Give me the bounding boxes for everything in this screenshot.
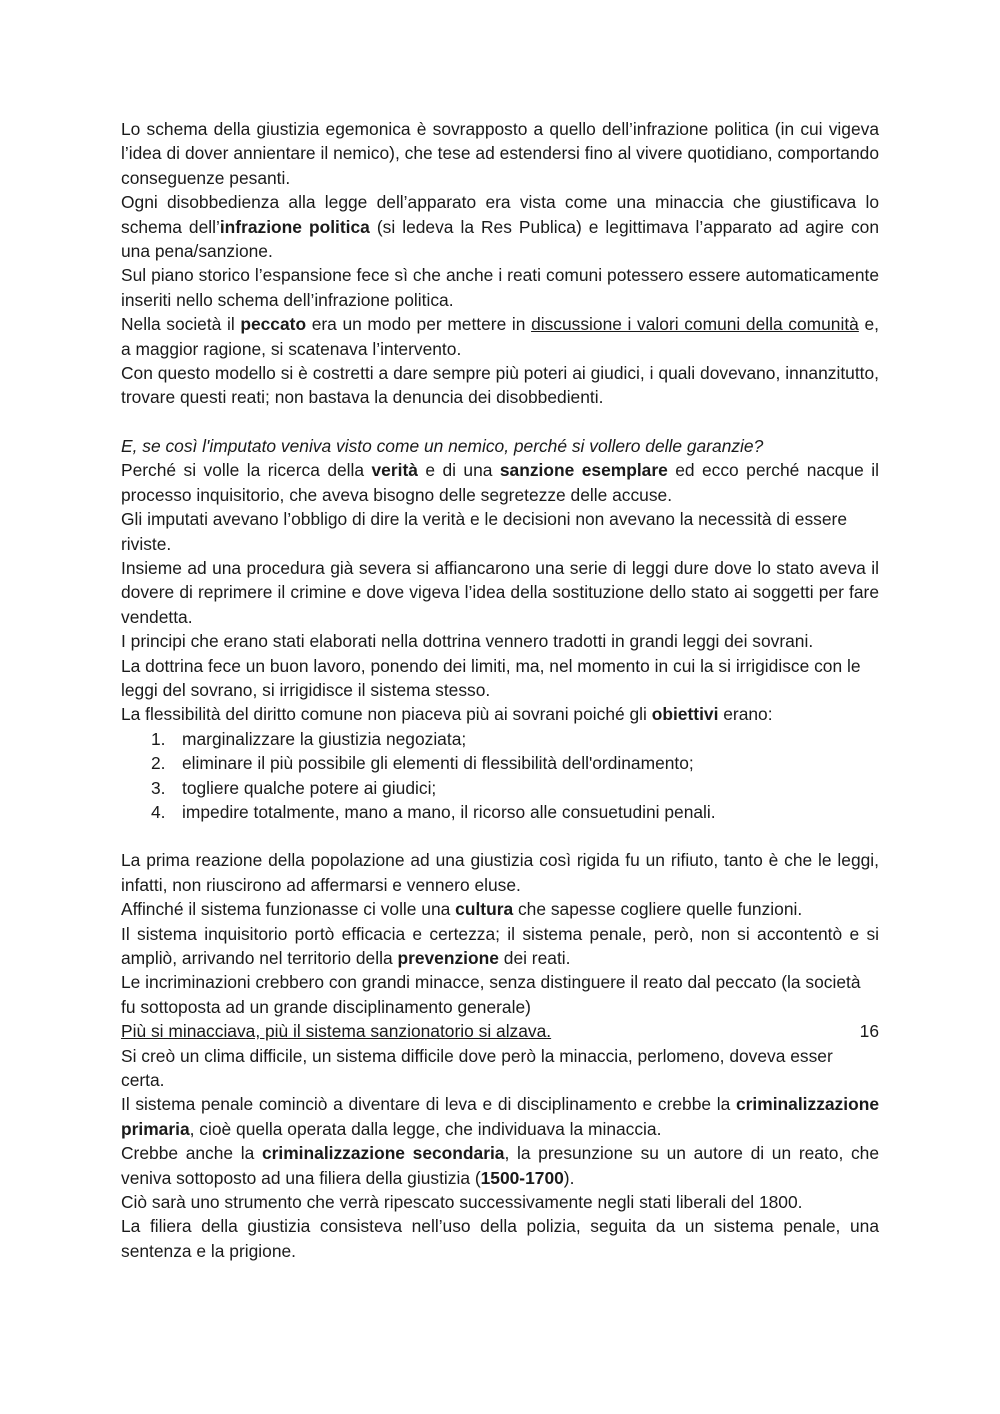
list-item: 1. marginalizzare la giustizia negoziata; (151, 728, 467, 749)
paragraph: Si creò un clima difficile, un sistema difficile dove però la minaccia, perlomeno, doveva esser certa. (121, 1045, 833, 1091)
paragraph: La filiera della giustizia consisteva nell’uso della polizia, seguita da un sistema penale, una sentenza e la prigione. (121, 1216, 879, 1261)
page-number: 16 (859, 1021, 879, 1041)
paragraph: La prima reazione della popolazione ad una giustizia così rigida fu un rifiuto, tanto è che le leggi, infatti, non riuscirono ad affermarsi e vennero eluse. (121, 850, 879, 895)
list-item: 2. eliminare il più possibile gli elementi di flessibilità dell'ordinamento; (151, 753, 694, 774)
paragraph: Gli imputati avevano l’obbligo di dire la verità e le decisioni non avevano la necessità di essere riviste. (121, 509, 847, 554)
list-item: 4. impedire totalmente, mano a mano, il ricorso alle consuetudini penali. (151, 801, 716, 822)
list-item: 3. togliere qualche potere ai giudici; (151, 777, 437, 798)
paragraph: Ciò sarà uno strumento che verrà ripescato successivamente negli stati liberali del 1800. (121, 1192, 803, 1213)
document-body (121, 117, 879, 1263)
paragraph: Perché si volle la ricerca della verità e di una sanzione esemplare ed ecco perché nacque il processo inquisitorio, che aveva bisogno delle segretezze delle accuse. (121, 460, 879, 505)
paragraph: Sul piano storico l’espansione fece sì che anche i reati comuni potessero essere automaticamente inseriti nello schema dell’infrazione politica. (121, 265, 879, 310)
paragraph: Il sistema penale cominciò a diventare di leva e di disciplinamento e crebbe la criminalizzazione primaria, cioè quella operata dalla legge, che individuava la minaccia. (121, 1094, 879, 1139)
paragraph: Il sistema inquisitorio portò efficacia e certezza; il sistema penale, però, non si accontentò e si ampliò, arrivando nel territorio della prevenzione dei reati. (121, 923, 879, 968)
paragraph: Lo schema della giustizia egemonica è sovrapposto a quello dell’infrazione politica (in cui vigeva l’idea di dover annientare il nemico), che tese ad estendersi fino al vivere quotidiano, comportando conseguenze pesanti. (121, 119, 879, 188)
paragraph: Ogni disobbedienza alla legge dell’apparato era vista come una minaccia che giustificava lo schema dell’infrazione politica (si ledeva la Res Publica) e legittimava l’apparato ad agire con una pena/sanzione. (121, 192, 880, 262)
paragraph: Nella società il peccato era un modo per mettere in discussione i valori comuni della comunità e, a maggior ragione, si scatenava l’intervento. (121, 314, 879, 359)
paragraph: Le incriminazioni crebbero con grandi minacce, senza distinguere il reato dal peccato (la società fu sottoposta ad un grande disciplinamento generale) (121, 972, 861, 1017)
question-heading: E, se così l'imputato veniva visto come un nemico, perché si vollero delle garanzie? (121, 435, 764, 456)
paragraph: La flessibilità del diritto comune non piaceva più ai sovrani poiché gli obiettivi erano: (121, 704, 773, 725)
paragraph: Insieme ad una procedura già severa si affiancarono una serie di leggi dure dove lo stato aveva il dovere di reprimere il crimine e dove vigeva l’idea della sostituzione dello stato ai soggetti per fare vendetta. (121, 557, 879, 627)
paragraph: Più si minacciava, più il sistema sanzionatorio si alzava. (121, 1021, 552, 1042)
paragraph: Affinché il sistema funzionasse ci volle una cultura che sapesse cogliere quelle funzioni. (121, 899, 803, 920)
paragraph: Con questo modello si è costretti a dare sempre più poteri ai giudici, i quali dovevano, innanzitutto, trovare questi reati; non bastava la denuncia dei disobbedienti. (121, 363, 879, 408)
paragraph: I principi che erano stati elaborati nella dottrina vennero tradotti in grandi leggi dei sovrani. (121, 631, 814, 652)
objectives-list (121, 727, 879, 825)
paragraph: La dottrina fece un buon lavoro, ponendo dei limiti, ma, nel momento in cui la si irrigidisce con le leggi del sovrano, si irrigidisce il sistema stesso. (121, 655, 861, 700)
paragraph: Crebbe anche la criminalizzazione secondaria, la presunzione su un autore di un reato, che veniva sottoposto ad una filiera della giustizia (1500-1700). (121, 1143, 879, 1188)
